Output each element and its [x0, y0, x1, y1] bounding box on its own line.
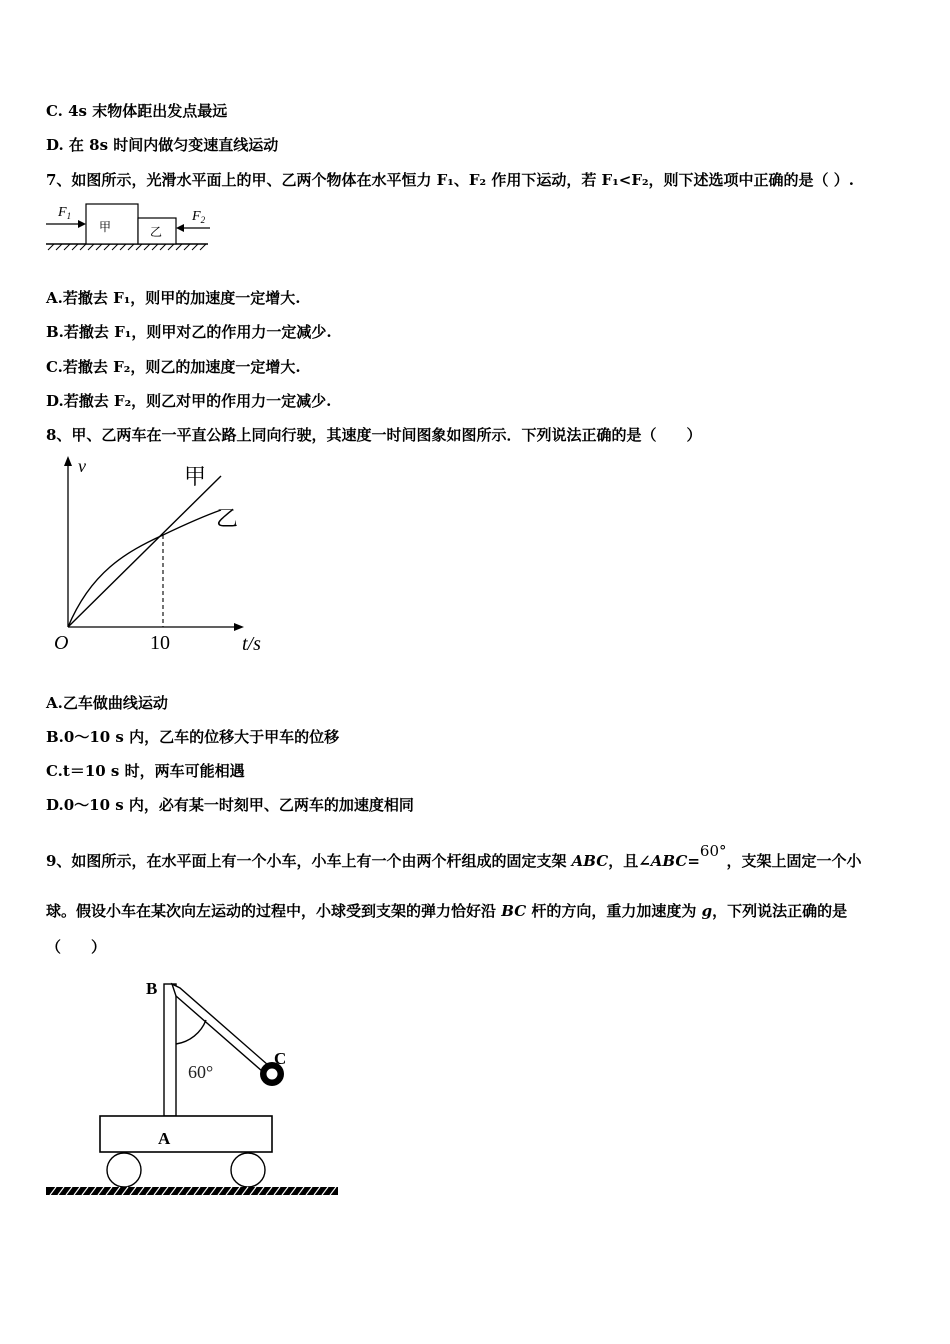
q7-stem: 7、如图所示，光滑水平面上的甲、乙两个物体在水平恒力 F₁、F₂ 作用下运动，若 F₁<F₂，则下述选项中正确的是（ ）. — [46, 171, 854, 189]
vertical-rod-ab — [164, 984, 176, 1116]
f2-label: $F_2$ — [192, 209, 206, 225]
q8-option-b: B.0～10 s 内，乙车的位移大于甲车的位移 — [46, 728, 340, 746]
q8-option-a: A.乙车做曲线运动 — [46, 694, 168, 712]
angle-arc — [176, 1020, 206, 1044]
f2-arrow — [176, 224, 210, 232]
label-b: B — [146, 979, 158, 998]
q8-stem: 8、甲、乙两车在一平直公路上同向行驶，其速度一时间图象如图所示．下列说法正确的是（ ） — [46, 426, 702, 444]
block-jia — [86, 204, 138, 244]
cart-body — [100, 1116, 272, 1152]
label-c: C — [274, 1049, 287, 1068]
q9-stem-text-2: ，且∠ — [608, 852, 651, 870]
q7-option-c: C.若撤去 F₂，则乙的加速度一定增大. — [46, 358, 301, 376]
left-wheel — [107, 1153, 141, 1187]
q6-option-d: D. 在 8s 时间内做匀变速直线运动 — [46, 136, 279, 154]
q7-option-a: A.若撤去 F₁，则甲的加速度一定增大. — [46, 289, 301, 307]
q9-stem-text-4: 球。假设小车在某次向左运动的过程中，小球受到支架的弹力恰好沿 — [46, 902, 502, 920]
q8-option-c: C.t＝10 s 时，两车可能相遇 — [46, 762, 245, 780]
label-a: A — [158, 1129, 171, 1148]
tick-10-label: 10 — [150, 632, 170, 654]
q6-option-c: C. 4s 末物体距出发点最远 — [46, 102, 228, 120]
x-axis — [68, 623, 244, 631]
q9-equals: = — [687, 852, 700, 870]
q7-ground — [46, 244, 208, 250]
block-yi-label: 乙 — [150, 225, 163, 239]
q7-figure — [44, 198, 214, 254]
q9-abc-label: ABC — [571, 852, 609, 870]
y-axis — [64, 456, 72, 627]
q9-stem-line1 — [46, 842, 862, 872]
x-axis-label: t/s — [242, 633, 261, 655]
series-yi-label: 乙 — [216, 506, 239, 531]
q9-stem-text-5: 杆的方向，重力加速度为 — [526, 902, 702, 920]
q9-bc-label: BC — [501, 902, 527, 920]
q9-abc-label-2: ABC — [650, 852, 688, 870]
y-axis-label: v — [78, 456, 86, 476]
right-wheel — [231, 1153, 265, 1187]
f1-arrow — [46, 220, 86, 228]
q7-option-d: D.若撤去 F₂，则乙对甲的作用力一定减少. — [46, 392, 332, 410]
q9-stem-line2 — [46, 900, 847, 922]
q9-cart-figure — [44, 972, 344, 1204]
f1-label: $F_1$ — [58, 205, 72, 221]
q7-option-b: B.若撤去 F₁，则甲对乙的作用力一定减少. — [46, 323, 332, 341]
q8-vt-graph — [46, 452, 276, 657]
q9-angle-value: 60° — [699, 842, 727, 860]
series-jia-line — [68, 476, 221, 627]
q9-stem-text-3: ，支架上固定一个小 — [726, 852, 862, 870]
origin-label: O — [54, 632, 69, 654]
q9-g-label: g — [701, 902, 713, 920]
block-jia-label: 甲 — [99, 220, 112, 234]
q9-answer-paren: （ ） — [46, 938, 107, 956]
q9-stem-text-1: 9、如图所示，在水平面上有一个小车，小车上有一个由两个杆组成的固定支架 — [46, 852, 572, 870]
angle-label: 60° — [188, 1062, 214, 1082]
series-jia-label: 甲 — [184, 464, 207, 489]
q9-stem-text-6: ，下列说法正确的是 — [712, 902, 848, 920]
q8-option-d: D.0～10 s 内，必有某一时刻甲、乙两车的加速度相同 — [46, 796, 414, 814]
ground-hatch — [46, 1187, 338, 1195]
series-yi-curve — [68, 510, 221, 627]
